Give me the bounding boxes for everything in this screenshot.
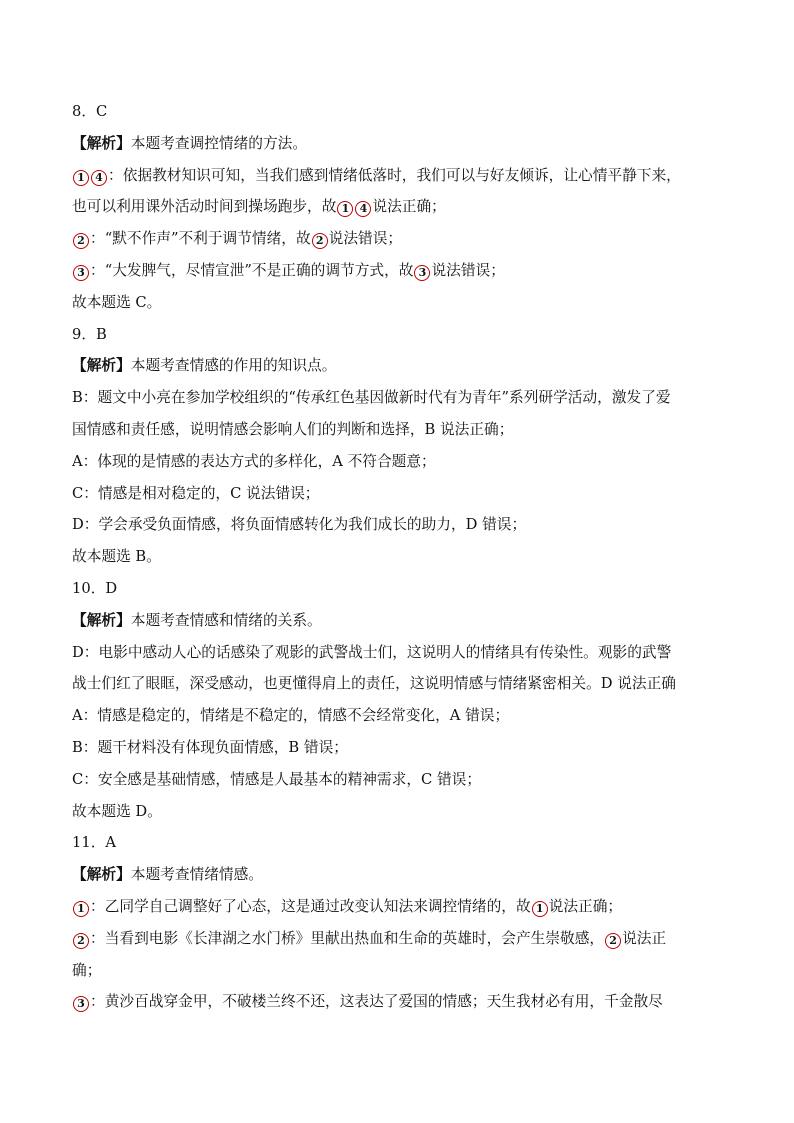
colon: ： xyxy=(108,166,123,184)
analysis-10-line-4: B：题干材料没有体现负面情感，B 错误； xyxy=(72,738,348,756)
conclusion-8: 故本题选 C。 xyxy=(72,293,162,311)
line-text: “大发脾气，尽情宣泄”不是正确的调节方式，故 xyxy=(104,261,414,279)
analysis-9-line-2: 国情感和责任感，说明情感会影响人们的判断和选择，B 说法正确； xyxy=(72,420,514,438)
answer-explanations xyxy=(72,96,724,1018)
circled-number-4: 4 xyxy=(91,170,107,186)
circled-number-1: 1 xyxy=(532,901,548,917)
analysis-11-line-1 xyxy=(72,891,724,923)
analysis-10-line-5: C：安全感是基础情感，情感是人最基本的精神需求，C 错误； xyxy=(72,770,482,788)
line-text: 说法正 xyxy=(622,929,667,947)
analysis-10-line-1: D：电影中感动人心的话感染了观影的武警战士们，这说明人的情绪具有传染性。观影的武警 xyxy=(72,643,672,661)
analysis-intro: 本题考查情感和情绪的关系。 xyxy=(130,611,322,629)
analysis-intro: 本题考查情绪情感。 xyxy=(130,866,263,884)
circled-number-2: 2 xyxy=(73,233,89,249)
analysis-10-line-3: A：情感是稳定的，情绪是不稳定的，情感不会经常变化，A 错误； xyxy=(72,707,510,725)
analysis-8-line-4 xyxy=(72,255,724,287)
analysis-9-line-5: D：学会承受负面情感，将负面情感转化为我们成长的助力，D 错误； xyxy=(72,516,527,534)
line-text: 说法正确； xyxy=(548,897,623,915)
conclusion-10: 故本题选 D。 xyxy=(72,802,162,820)
circled-number-1: 1 xyxy=(337,201,353,217)
colon: ： xyxy=(90,993,105,1011)
line-text: 说法错误； xyxy=(431,261,505,279)
analysis-9-line-4: C：情感是相对稳定的，C 说法错误； xyxy=(72,484,320,502)
analysis-8-line-1 xyxy=(72,160,724,192)
circled-number-1: 1 xyxy=(73,170,89,186)
analysis-intro: 本题考查调控情绪的方法。 xyxy=(130,134,308,152)
colon: ： xyxy=(90,261,105,279)
analysis-label: 【解析】 xyxy=(72,611,131,629)
line-text: 当看到电影《长津湖之水门桥》里献出热血和生命的英雄时，会产生崇敬感， xyxy=(104,929,605,947)
answer-8: 8．C xyxy=(72,103,108,120)
line-text: 说法错误； xyxy=(328,230,403,248)
answer-10: 10．D xyxy=(72,579,118,597)
colon: ： xyxy=(90,929,105,947)
circled-number-3: 3 xyxy=(73,996,89,1012)
analysis-8-line-2 xyxy=(72,191,724,223)
analysis-label: 【解析】 xyxy=(72,357,131,375)
analysis-10-line-2: 战士们红了眼眶，深受感动，也更懂得肩上的责任，这说明情感与情绪紧密相关。D 说法正确 xyxy=(72,675,676,693)
analysis-9 xyxy=(72,350,724,382)
analysis-label: 【解析】 xyxy=(72,866,131,884)
analysis-8-line-3 xyxy=(72,223,724,255)
analysis-9-line-1: B：题文中小亮在参加学校组织的“传承红色基因做新时代有为青年”系列研学活动，激发了爱 xyxy=(72,389,671,407)
circled-number-2: 2 xyxy=(312,233,328,249)
colon: ： xyxy=(90,897,105,915)
analysis-8 xyxy=(72,128,724,160)
analysis-9-line-3: A：体现的是情感的表达方式的多样化，A 不符合题意； xyxy=(72,452,436,470)
circled-number-1: 1 xyxy=(73,901,89,917)
circled-number-3: 3 xyxy=(73,265,89,281)
circled-number-2: 2 xyxy=(73,933,89,949)
line-text: 依据教材知识可知，当我们感到情绪低落时，我们可以与好友倾诉，让心情平静下来， xyxy=(122,166,681,184)
analysis-10 xyxy=(72,605,724,637)
answer-9: 9．B xyxy=(72,325,107,343)
analysis-11-line-2 xyxy=(72,923,724,955)
line-text: 黄沙百战穿金甲，不破楼兰终不还，这表达了爱国的情感；天生我材必有用，千金散尽 xyxy=(104,993,663,1011)
analysis-intro: 本题考查情感的作用的知识点。 xyxy=(130,357,337,375)
colon: ： xyxy=(90,230,105,248)
answer-11: 11．A xyxy=(72,834,116,852)
circled-number-4: 4 xyxy=(355,201,371,217)
analysis-11-line-4 xyxy=(72,986,724,1018)
line-text: 也可以利用课外活动时间到操场跑步，故 xyxy=(72,198,337,216)
conclusion-9: 故本题选 B。 xyxy=(72,548,161,566)
circled-number-2: 2 xyxy=(605,933,621,949)
analysis-11 xyxy=(72,859,724,891)
line-text: “默不作声”不利于调节情绪，故 xyxy=(104,230,311,248)
analysis-label: 【解析】 xyxy=(72,134,131,152)
line-text: 说法正确； xyxy=(372,198,446,216)
circled-number-3: 3 xyxy=(414,265,430,281)
analysis-11-line-3: 确； xyxy=(72,961,102,979)
line-text: 乙同学自己调整好了心态，这是通过改变认知法来调控情绪的，故 xyxy=(104,897,531,915)
